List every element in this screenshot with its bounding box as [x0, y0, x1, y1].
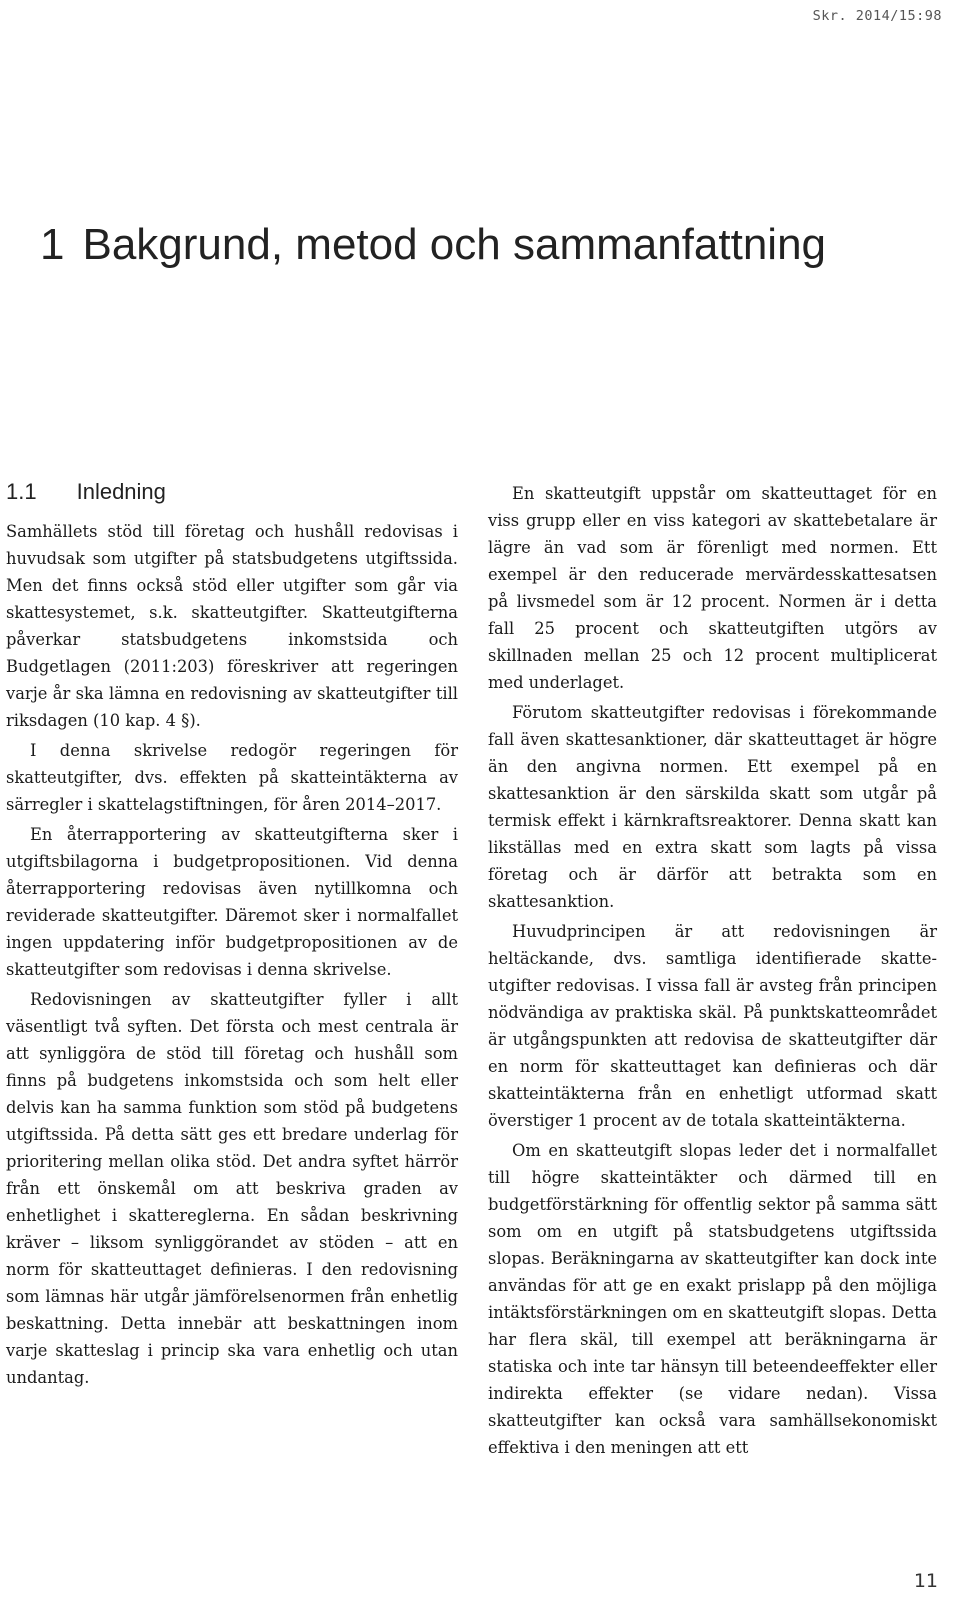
right-column: [488, 480, 937, 1464]
paragraph: Huvudprincipen är att redovisningen är heltäckande, dvs. samtliga identifierade skatteutgifter redovisas. I vissa fall är avsteg från principen nödvändiga av praktiska skäl. På punktskatteområdet är utgångspunkten att redovisa de skatteutgifter där en norm för skatteuttaget kan definieras och där skatteintäkterna från en enhetligt utformad skatt överstiger 1 procent av de totala skatteintäkterna.: [488, 922, 937, 1130]
section-heading: [6, 478, 458, 506]
left-column: [6, 478, 458, 1394]
paragraph: En återrapportering av skatteutgifterna sker i utgiftsbilagorna i budgetpropositionen. Vid denna återrapportering redovisas även nytillkomna och reviderade skatteutgifter. Däremot sker i normalfallet ingen uppdatering inför budgetpropositionen av de skatteutgifter som redovisas i denna skrivelse.: [6, 825, 458, 979]
paragraph: Förutom skatteutgifter redovisas i förekommande fall även skattesanktioner, där skatteuttaget är högre än den angivna normen. Ett exempel på en skattesanktion är den särskilda skatt som utgår på termisk effekt i kärnkraftsreaktorer. Denna skatt kan likställas med en extra skatt som lagts på vissa företag och är därför att betrakta som en skattesanktion.: [488, 703, 937, 911]
document-reference: Skr. 2014/15:98: [812, 8, 942, 24]
section-number: 1.1: [6, 479, 37, 504]
paragraph: I denna skrivelse redogör regeringen för skatteutgifter, dvs. effekten på skatteintäkterna av särregler i skattelagstiftningen, för åren 2014–2017.: [6, 741, 458, 814]
paragraph: Om en skatteutgift slopas leder det i normalfallet till högre skatteintäkter och därmed till en budgetförstärkning för offentlig sektor på samma sätt som om en utgift på statsbudgetens utgiftssida slopas. Beräkningarna av skatteutgifter kan dock inte användas för att ge en exakt prislapp på den möjliga intäktsförstärkningen om en skatteutgift slopas. Detta har flera skäl, till exempel att beräkningarna är statiska och inte tar hänsyn till beteendeeffekter eller indirekta effekter (se vidare nedan). Vissa skatteutgifter kan också vara samhällsekonomiskt effektiva i den meningen att ett: [488, 1141, 937, 1457]
chapter-number: 1: [40, 220, 65, 269]
paragraph: Samhällets stöd till företag och hushåll redovisas i huvudsak som utgifter på statsbudgetens utgiftssida. Men det finns också stöd eller utgifter som går via skattesystemet, s.k. skatteutgifter. Skatteutgifterna påverkar statsbudgetens inkomstsida och Budgetlagen (2011:203) föreskriver att regeringen varje år ska lämna en redovisning av skatteutgifter till riksdagen (10 kap. 4 §).: [6, 522, 458, 730]
paragraph: Redovisningen av skatteutgifter fyller i allt väsentligt två syften. Det första och mest centrala är att synliggöra de stöd till företag och hushåll som finns på budgetens inkomstsida och som helt eller delvis kan ha samma funktion som stöd på budgetens utgiftssida. På detta sätt ges ett bredare underlag för prioritering mellan olika stöd. Det andra syftet härrör från ett önskemål om att beskriva graden av enhetlighet i skattereglerna. En sådan beskrivning kräver – liksom synliggörandet av stöden – att en norm för skatteuttaget definieras. I den redovisning som lämnas här utgår jämförelsenormen från enhetlig beskattning. Detta innebär att beskattningen inom varje skatteslag i princip ska vara enhetlig och utan undantag.: [6, 990, 458, 1387]
chapter-title: Bakgrund, metod och sammanfattning: [82, 220, 827, 269]
page-number: 11: [913, 1570, 938, 1592]
chapter-heading: [40, 220, 826, 270]
section-title: Inledning: [76, 479, 166, 504]
paragraph: En skatteutgift uppstår om skatteuttaget för en viss grupp eller en viss kategori av skattebetalare är lägre än vad som är förenligt med normen. Ett exempel är den reducerade mervärdesskattesatsen på livsmedel som är 12 procent. Normen är i detta fall 25 procent och skatteutgiften utgörs av skillnaden mellan 25 och 12 procent multiplicerat med underlaget.: [488, 484, 937, 692]
